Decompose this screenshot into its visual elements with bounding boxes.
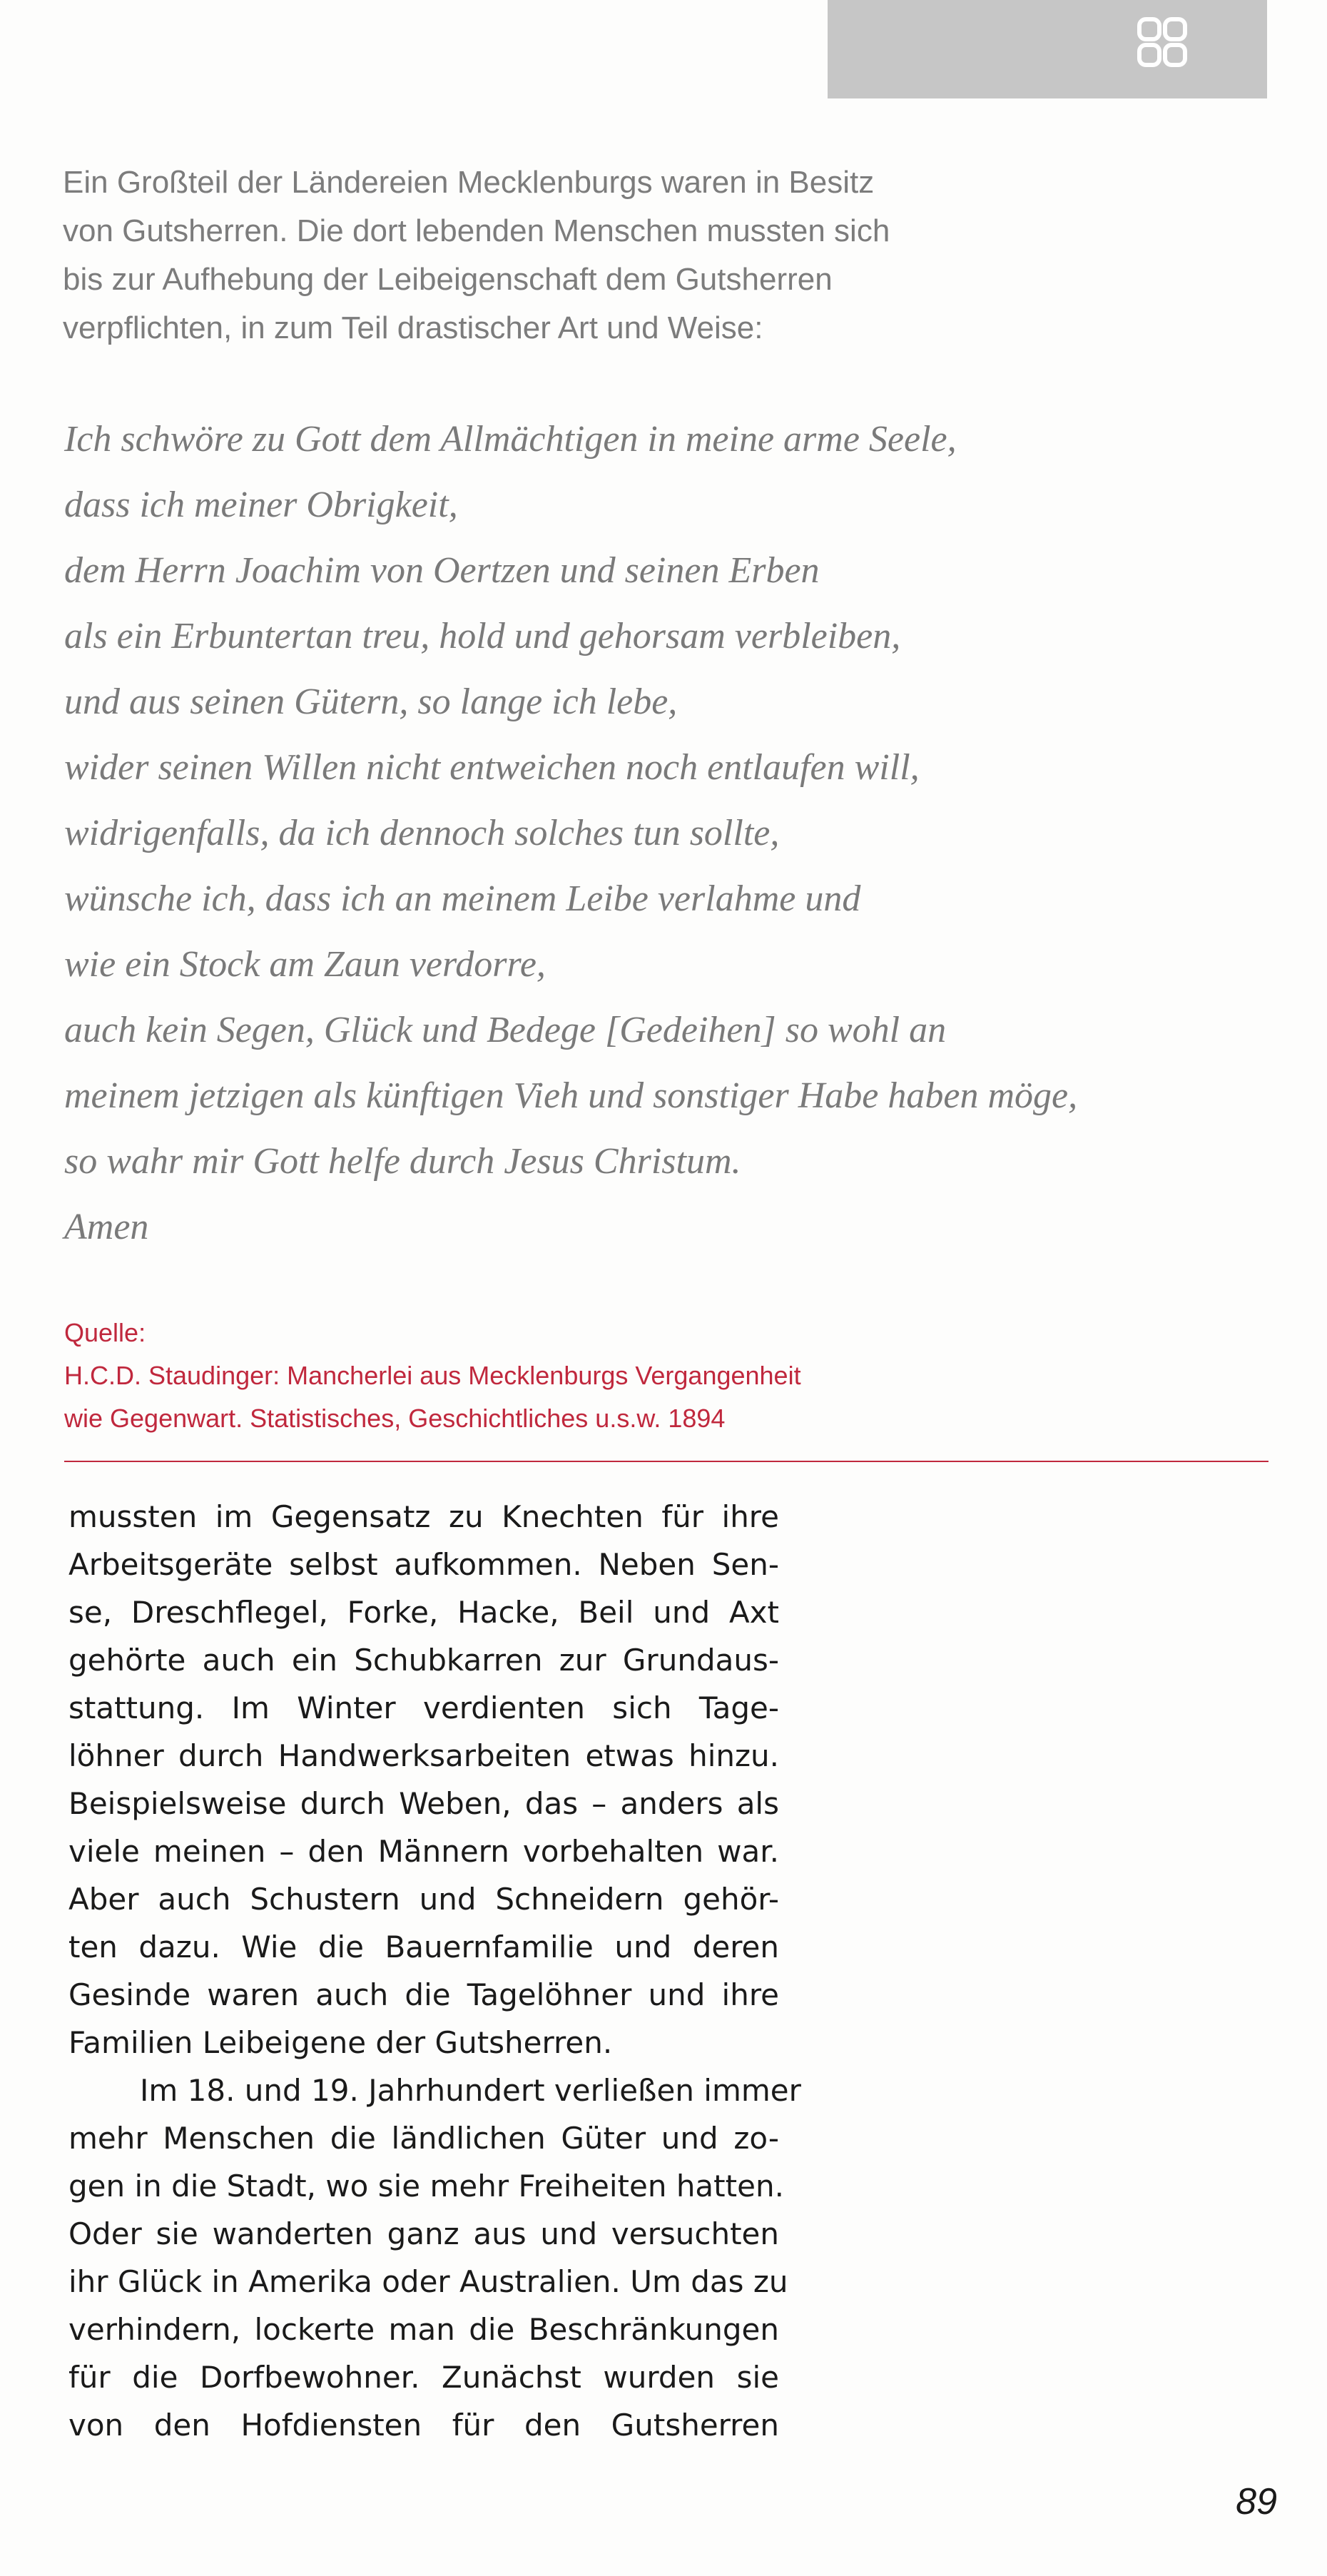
body-line: ihr Glück in Amerika oder Australien. Um das zu bbox=[68, 2264, 788, 2299]
intro-line: Ein Großteil der Ländereien Mecklenburgs waren in Besitz bbox=[63, 165, 875, 200]
source-label: Quelle: bbox=[64, 1318, 146, 1347]
body-line: mehr Menschen die ländlichen Güter und zo- bbox=[68, 2121, 779, 2156]
oath-line: wider seinen Willen nicht entweichen noch entlaufen will, bbox=[64, 747, 920, 788]
oath-line: als ein Erbuntertan treu, hold und gehorsam verbleiben, bbox=[64, 616, 901, 656]
intro-line: bis zur Aufhebung der Leibeigenschaft dem Gutsherren bbox=[63, 262, 833, 297]
oath-line: widrigenfalls, da ich dennoch solches tun sollte, bbox=[64, 813, 780, 853]
four-petal-logo-icon bbox=[1136, 16, 1189, 69]
source-line: wie Gegenwart. Statistisches, Geschichtliches u.s.w. 1894 bbox=[64, 1404, 726, 1433]
oath-line: und aus seinen Gütern, so lange ich lebe, bbox=[64, 681, 678, 722]
body-text-column bbox=[68, 1493, 801, 2449]
body-line: mussten im Gegensatz zu Knechten für ihre bbox=[68, 1499, 779, 1534]
body-line: von den Hofdiensten für den Gutsherren bbox=[68, 2408, 779, 2443]
body-line: gen in die Stadt, wo sie mehr Freiheiten hatten. bbox=[68, 2169, 784, 2204]
intro-line: von Gutsherren. Die dort lebenden Menschen mussten sich bbox=[63, 213, 890, 248]
body-line: löhner durch Handwerksarbeiten etwas hinzu. bbox=[68, 1738, 779, 1773]
corner-tab bbox=[828, 0, 1267, 98]
oath-line: wünsche ich, dass ich an meinem Leibe verlahme und bbox=[64, 878, 861, 919]
body-line: se, Dreschflegel, Forke, Hacke, Beil und Axt bbox=[68, 1595, 779, 1630]
oath-line: auch kein Segen, Glück und Bedege [Gedeihen] so wohl an bbox=[64, 1010, 947, 1050]
page-number: 89 bbox=[1236, 2481, 1277, 2522]
body-line: stattung. Im Winter verdienten sich Tage- bbox=[68, 1690, 779, 1725]
oath-line: Ich schwöre zu Gott dem Allmächtigen in meine arme Seele, bbox=[64, 419, 957, 460]
source-line: H.C.D. Staudinger: Mancherlei aus Mecklenburgs Vergangenheit bbox=[64, 1361, 801, 1390]
body-line: Beispielsweise durch Weben, das – anders als bbox=[68, 1786, 779, 1821]
body-line: viele meinen – den Männern vorbehalten war. bbox=[68, 1834, 779, 1869]
oath-line: wie ein Stock am Zaun verdorre, bbox=[64, 944, 546, 985]
intro-paragraph bbox=[63, 158, 1062, 353]
intro-line: verpflichten, in zum Teil drastischer Art und Weise: bbox=[63, 310, 763, 345]
body-line: Aber auch Schustern und Schneidern gehör- bbox=[68, 1882, 779, 1917]
oath-line: meinem jetzigen als künftigen Vieh und sonstiger Habe haben möge, bbox=[64, 1075, 1078, 1116]
body-line: gehörte auch ein Schubkarren zur Grundaus- bbox=[68, 1643, 779, 1678]
oath-line: dem Herrn Joachim von Oertzen und seinen Erben bbox=[64, 550, 820, 591]
body-line: verhindern, lockerte man die Beschränkungen bbox=[68, 2312, 779, 2347]
body-line: ten dazu. Wie die Bauernfamilie und deren bbox=[68, 1930, 779, 1964]
body-line: Arbeitsgeräte selbst aufkommen. Neben Sen- bbox=[68, 1547, 779, 1582]
body-line: Im 18. und 19. Jahrhundert verließen immer bbox=[140, 2073, 801, 2108]
oath-line: dass ich meiner Obrigkeit, bbox=[64, 485, 458, 525]
oath-line: Amen bbox=[64, 1207, 149, 1247]
body-line: Familien Leibeigene der Gutsherren. bbox=[68, 2025, 613, 2060]
body-line: für die Dorfbewohner. Zunächst wurden sie bbox=[68, 2360, 779, 2395]
body-line: Oder sie wanderten ganz aus und versuchten bbox=[68, 2216, 779, 2251]
source-divider bbox=[64, 1461, 1268, 1462]
source-citation bbox=[64, 1312, 992, 1440]
body-line: Gesinde waren auch die Tagelöhner und ihre bbox=[68, 1977, 779, 2012]
oath-line: so wahr mir Gott helfe durch Jesus Christum. bbox=[64, 1141, 741, 1182]
oath-quote bbox=[64, 407, 1241, 1260]
